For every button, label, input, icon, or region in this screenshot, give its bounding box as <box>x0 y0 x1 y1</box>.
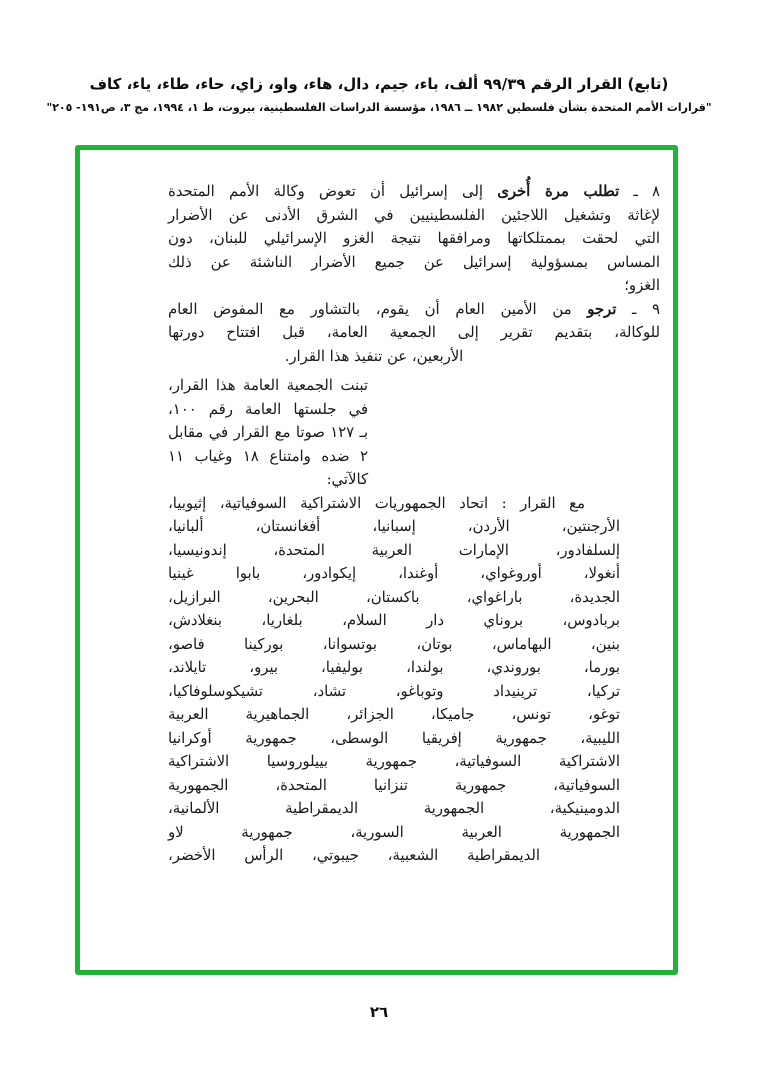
vote-with-label: مع القرار : <box>501 494 585 512</box>
text-line <box>168 180 660 204</box>
resolution-paragraph-9 <box>168 298 660 369</box>
text-line: بورما، بوروندي، بولندا، بوليفيا، بيرو، تايلاند، <box>168 659 620 676</box>
text-line: السوفياتية، جمهورية تنزانيا المتحدة، الجمهورية <box>168 776 620 794</box>
resolution-paragraph-8 <box>168 180 660 298</box>
text-line: أنغولا، أوروغواي، أوغندا، إيكوادور، بابوا غينيا <box>168 565 620 582</box>
text-line: الجديدة، باراغواي، باكستان، البحرين، البرازيل، <box>168 588 620 606</box>
text-line: في جلستها العامة رقم ١٠٠، <box>168 400 368 418</box>
text-line: الاشتراكية السوفياتية، جمهورية بييلوروسيا الاشتراكية <box>168 753 620 770</box>
text-line: التي لحقت بممتلكاتها ومرافقها نتيجة الغزو الإسرائيلي للبنان، دون <box>168 230 660 247</box>
body-text-column <box>168 180 660 868</box>
text-line: تركيا، ترينيداد وتوباغو، تشاد، تشيكوسلوفاكيا، <box>168 682 620 700</box>
text-line: بـ ١٢٧ صوتا مع القرار في مقابل <box>168 424 368 441</box>
text-line: للوكالة، بتقديم تقرير إلى الجمعية العامة، قبل افتتاح دورتها <box>168 324 660 341</box>
text-run: إلى إسرائيل أن تعوض وكالة الأمم المتحدة <box>168 183 498 200</box>
text-line <box>168 492 620 516</box>
page-number: ٢٦ <box>369 1003 389 1021</box>
vote-with-country-list <box>168 492 620 868</box>
text-line: الغزو؛ <box>624 277 660 294</box>
page-header-title: (تابع) القرار الرقم ٩٩/٣٩ ألف، باء، جيم، دال، هاء، واو، زاي، حاء، طاء، ياء، كاف <box>89 75 669 93</box>
text-run: من الأمين العام أن يقوم، بالتشاور مع المفوض العام <box>168 300 588 318</box>
text-line: توغو، تونس، جاميكا، الجزائر، الجماهيرية العربية <box>168 706 620 723</box>
adoption-note-block <box>168 374 368 492</box>
text-line: تبنت الجمعية العامة هذا القرار، <box>168 377 368 394</box>
text-line <box>168 298 660 322</box>
text-run: اتحاد الجمهوريات الاشتراكية السوفياتية، إثيوبيا، <box>168 494 502 512</box>
paragraph-number: ٨ ـ <box>619 183 660 200</box>
text-line: المساس بمسؤولية إسرائيل عن جميع الأضرار الناشئة عن ذلك <box>168 253 660 271</box>
paragraph-number: ٩ ـ <box>616 300 660 318</box>
text-line: ٢ ضده وامتناع ١٨ وغياب ١١ <box>168 447 368 465</box>
text-line: الدومينيكية، الجمهورية الديمقراطية الألمانية، <box>168 800 620 817</box>
text-line: الأرجنتين، الأردن، إسبانيا، أفغانستان، ألبانيا، <box>168 518 620 535</box>
text-line: لإغاثة وتشغيل اللاجئين الفلسطينيين في الشرق الأدنى عن الأضرار <box>168 206 660 224</box>
green-frame <box>75 145 678 975</box>
text-line: بربادوس، بروناي دار السلام، بلغاريا، بنغلادش، <box>168 612 620 629</box>
text-line: الديمقراطية الشعبية، جيبوتي، الرأس الأخضر، <box>168 847 540 864</box>
bold-operative-phrase: تطلب مرة أُخرى <box>497 183 620 200</box>
page-header-source-line: "قرارات الأمم المتحدة بشأن فلسطين ١٩٨٢ ــ ١٩٨٦، مؤسسة الدراسات الفلسطينية، بيروت، ط ١، ١٩٩٤، مج ٣، ص١٩١- ٢٠٥" <box>46 101 712 114</box>
text-line: بنين، البهاماس، بوتان، بوتسوانا، بوركينا فاصو، <box>168 635 620 653</box>
text-line: الأربعين، عن تنفيذ هذا القرار. <box>284 347 464 365</box>
text-line: إلسلفادور، الإمارات العربية المتحدة، إندونيسيا، <box>168 541 620 559</box>
text-line: كالآتي: <box>326 471 368 488</box>
text-line: الجمهورية العربية السورية، جمهورية لاو <box>168 823 620 841</box>
bold-operative-phrase: ترجو <box>587 300 617 318</box>
text-line: الليبية، جمهورية إفريقيا الوسطى، جمهورية أوكرانيا <box>168 729 620 747</box>
